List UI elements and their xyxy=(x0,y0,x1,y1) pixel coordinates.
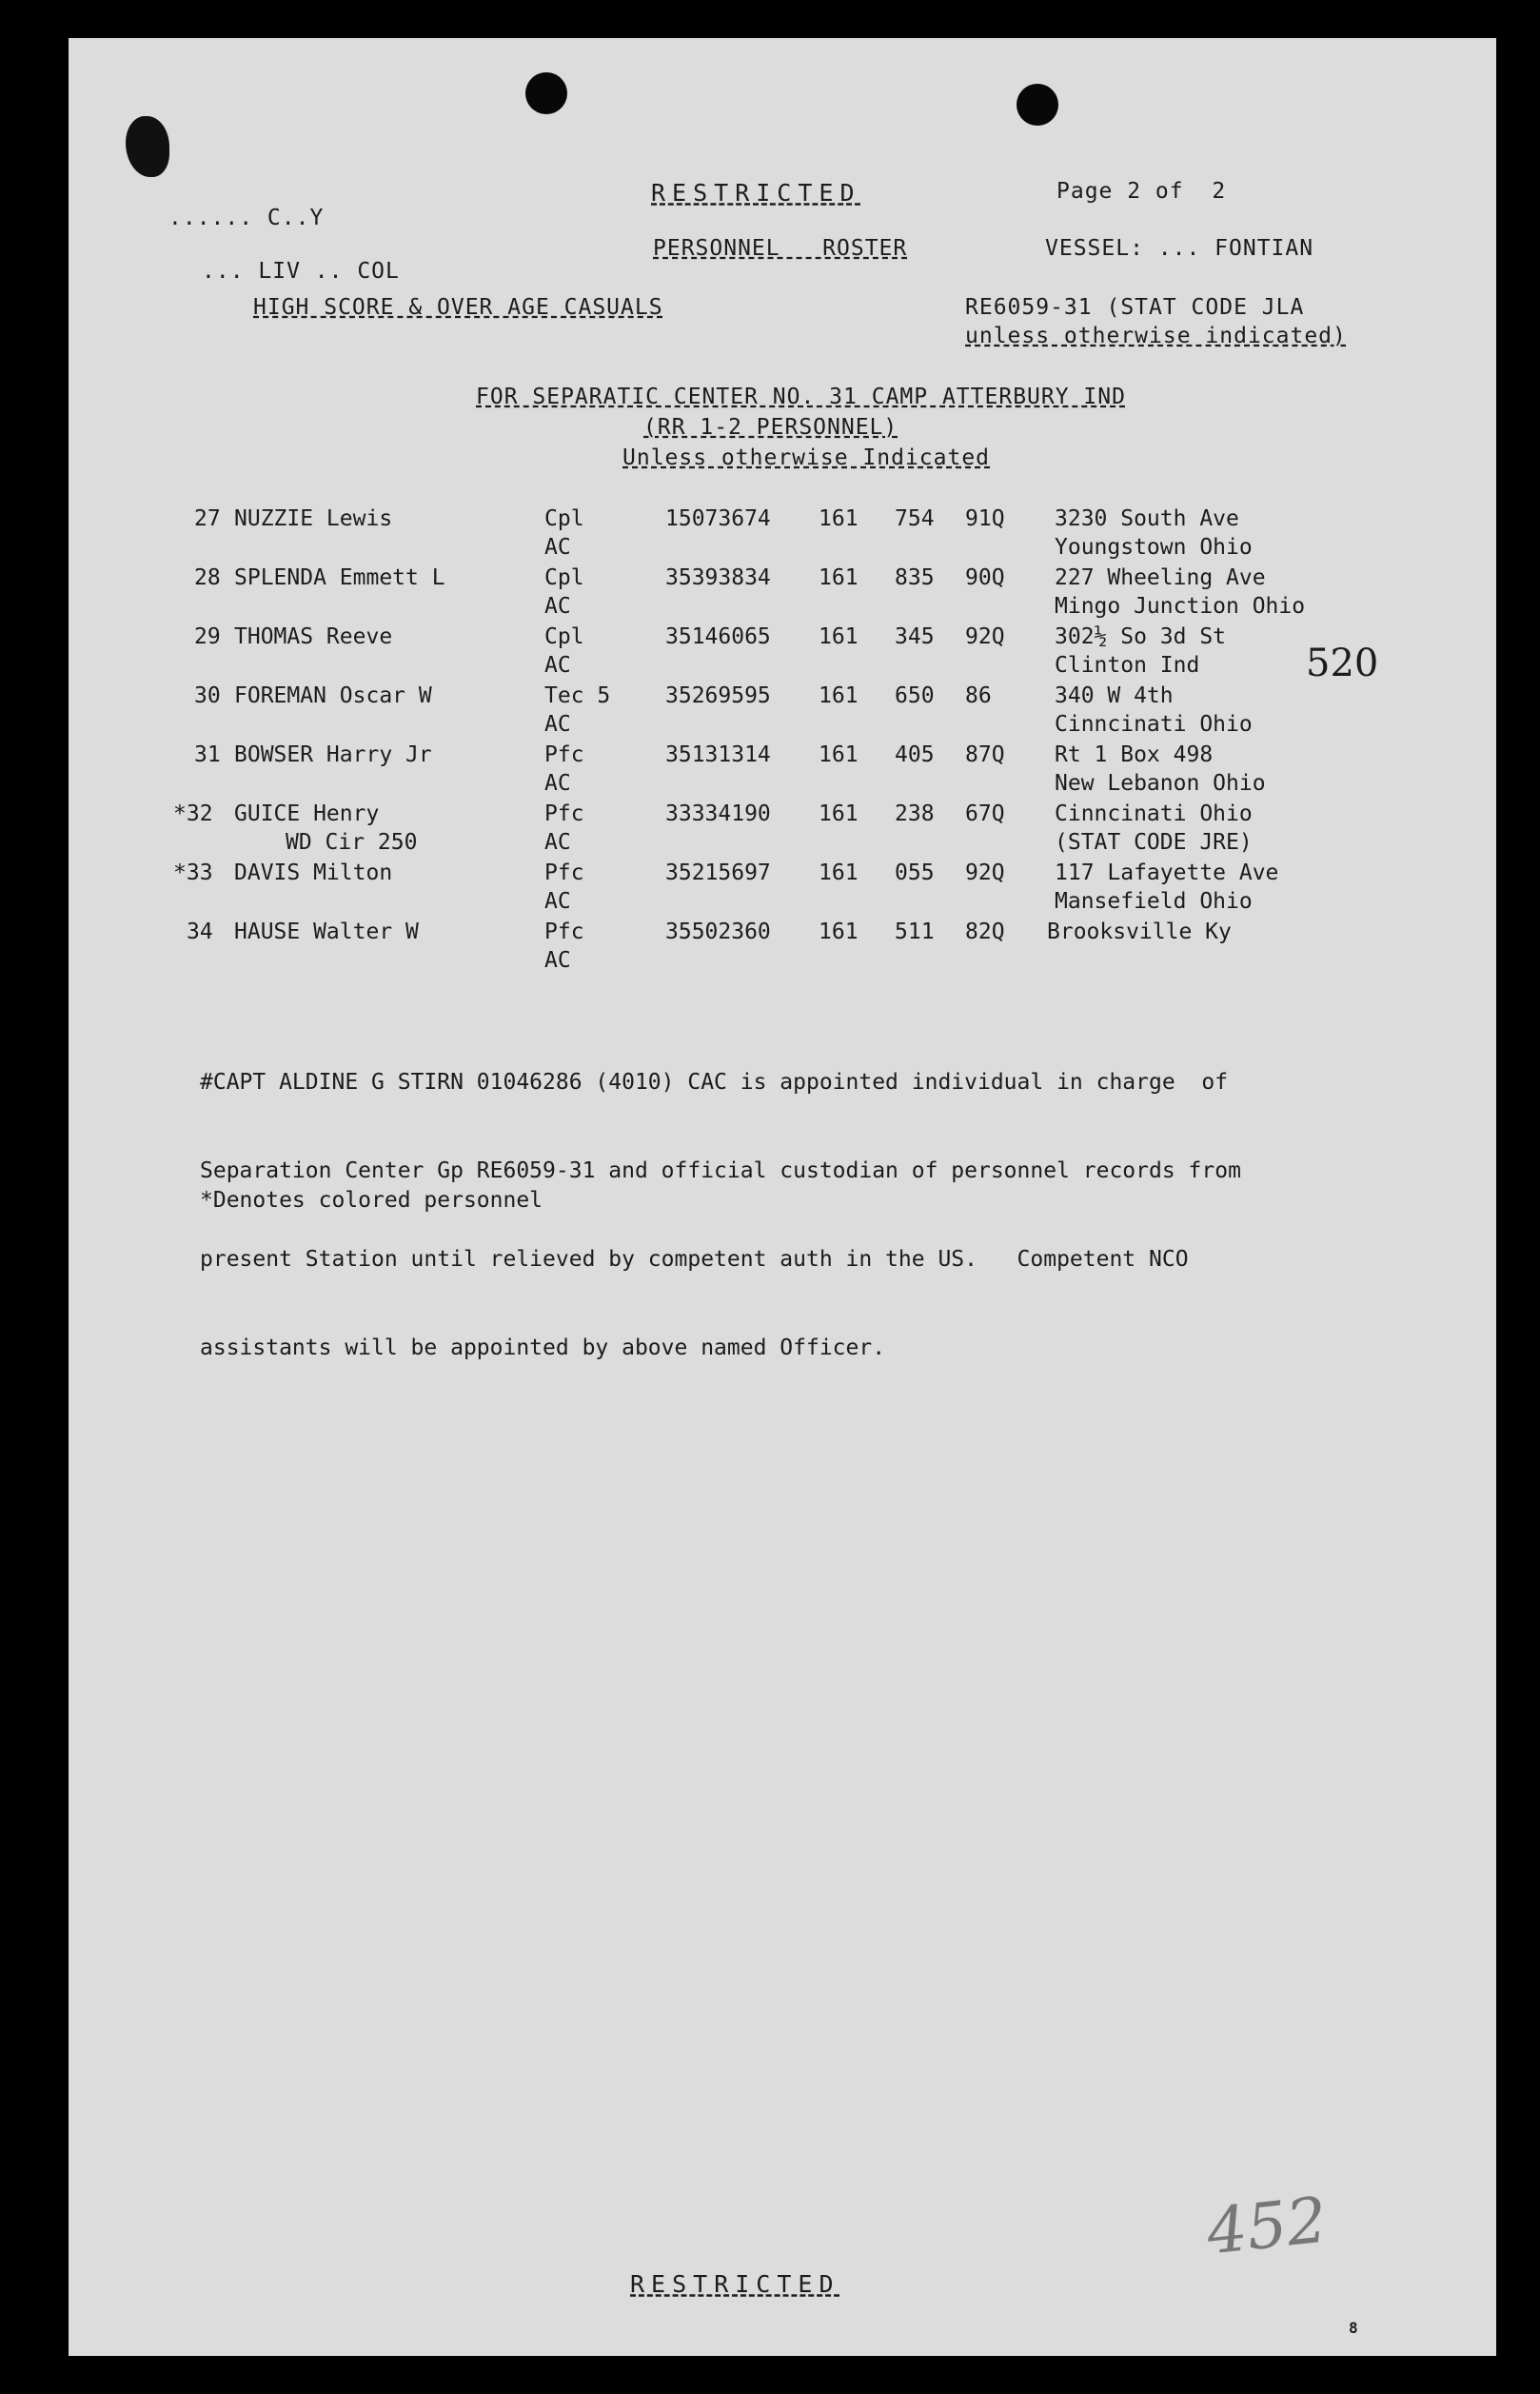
document-page xyxy=(69,38,1496,2356)
score: 92Q xyxy=(965,624,1005,649)
footnote: *Denotes colored personnel xyxy=(200,1188,543,1213)
serial-number: 33334190 xyxy=(665,801,771,826)
footer-restricted: RESTRICTED xyxy=(630,2270,840,2298)
note-line: present Station until relieved by competent auth in the US. Competent NCO xyxy=(200,1247,1189,1272)
branch: AC xyxy=(544,889,571,914)
row-number: 27 xyxy=(194,506,221,531)
code-2: 345 xyxy=(895,624,935,649)
code-1: 161 xyxy=(819,683,859,708)
header-unit-line: ... LIV .. COL xyxy=(202,259,400,284)
rank: Pfc xyxy=(544,801,584,826)
rank: Cpl xyxy=(544,506,584,531)
address-line-2: Mingo Junction Ohio xyxy=(1055,594,1306,619)
code-1: 161 xyxy=(819,801,859,826)
separation-center: FOR SEPARATIC CENTER NO. 31 CAMP ATTERBURY IND xyxy=(476,385,1126,409)
row-number: 29 xyxy=(194,624,221,649)
soldier-name: NUZZIE Lewis xyxy=(234,506,393,531)
row-number: *32 xyxy=(173,801,213,826)
corner-stain xyxy=(126,116,169,177)
address-line-2: Cinncinati Ohio xyxy=(1055,712,1253,737)
rank: Pfc xyxy=(544,742,584,767)
serial-number: 35146065 xyxy=(665,624,771,649)
soldier-name: THOMAS Reeve xyxy=(234,624,393,649)
note-line: #CAPT ALDINE G STIRN 01046286 (4010) CAC is appointed individual in charge of xyxy=(200,1070,1229,1095)
officer-appointment-note xyxy=(200,1009,1241,1422)
handwritten-number: 452 xyxy=(1203,2183,1331,2269)
code-2: 511 xyxy=(895,920,935,944)
note-line: assistants will be appointed by above named Officer. xyxy=(200,1335,886,1360)
branch: AC xyxy=(544,771,571,796)
row-number: 34 xyxy=(187,920,213,944)
note-line: Separation Center Gp RE6059-31 and official custodian of personnel records from xyxy=(200,1158,1241,1183)
serial-number: 35131314 xyxy=(665,742,771,767)
code-2: 238 xyxy=(895,801,935,826)
address-line-2: Youngstown Ohio xyxy=(1055,535,1253,560)
header-roster-title: PERSONNEL ROSTER xyxy=(653,236,908,261)
address-line-2: New Lebanon Ohio xyxy=(1055,771,1266,796)
code-2: 754 xyxy=(895,506,935,531)
branch: AC xyxy=(544,830,571,855)
address-line-2: Clinton Ind xyxy=(1055,653,1200,678)
code-2: 405 xyxy=(895,742,935,767)
score: 90Q xyxy=(965,565,1005,590)
code-1: 161 xyxy=(819,624,859,649)
score: 87Q xyxy=(965,742,1005,767)
rank: Cpl xyxy=(544,565,584,590)
code-1: 161 xyxy=(819,920,859,944)
code-2: 835 xyxy=(895,565,935,590)
branch: AC xyxy=(544,653,571,678)
address-line-1: 340 W 4th xyxy=(1055,683,1174,708)
serial-number: 15073674 xyxy=(665,506,771,531)
code-1: 161 xyxy=(819,565,859,590)
header-restricted: RESTRICTED xyxy=(651,179,861,207)
address-line-1: Cinncinati Ohio xyxy=(1055,801,1253,826)
rank: Cpl xyxy=(544,624,584,649)
branch: AC xyxy=(544,712,571,737)
score: 92Q xyxy=(965,861,1005,885)
address-line-1: Brooksville Ky xyxy=(1047,920,1232,944)
group-code-note: unless otherwise indicated) xyxy=(965,324,1347,348)
row-number: 30 xyxy=(194,683,221,708)
address-line-2: (STAT CODE JRE) xyxy=(1055,830,1253,855)
punch-hole xyxy=(525,72,567,114)
branch: AC xyxy=(544,594,571,619)
vessel-name: VESSEL: ... FONTIAN xyxy=(1045,236,1314,261)
address-line-1: Rt 1 Box 498 xyxy=(1055,742,1214,767)
soldier-name: HAUSE Walter W xyxy=(234,920,419,944)
branch: AC xyxy=(544,535,571,560)
soldier-name: SPLENDA Emmett L xyxy=(234,565,445,590)
address-line-1: 302½ So 3d St xyxy=(1055,624,1227,649)
corner-mark: 8 xyxy=(1349,2319,1358,2337)
score: 86 xyxy=(965,683,992,708)
header-unit-line: ...... C..Y xyxy=(168,206,325,230)
address-line-1: 3230 South Ave xyxy=(1055,506,1239,531)
row-number: *33 xyxy=(173,861,213,885)
address-line-1: 117 Lafayette Ave xyxy=(1055,861,1279,885)
soldier-name: BOWSER Harry Jr xyxy=(234,742,432,767)
address-line-1: 227 Wheeling Ave xyxy=(1055,565,1266,590)
stamped-number: 520 xyxy=(1306,642,1379,685)
soldier-name-note: WD Cir 250 xyxy=(286,830,418,855)
soldier-name: FOREMAN Oscar W xyxy=(234,683,432,708)
address-line-2: Mansefield Ohio xyxy=(1055,889,1253,914)
personnel-category: (RR 1-2 PERSONNEL) xyxy=(643,415,898,440)
soldier-name: DAVIS Milton xyxy=(234,861,393,885)
header-casual-type: HIGH SCORE & OVER AGE CASUALS xyxy=(253,295,663,320)
rank: Tec 5 xyxy=(544,683,611,708)
serial-number: 35269595 xyxy=(665,683,771,708)
code-1: 161 xyxy=(819,861,859,885)
soldier-name: GUICE Henry xyxy=(234,801,380,826)
score: 82Q xyxy=(965,920,1005,944)
row-number: 28 xyxy=(194,565,221,590)
page-number: Page 2 of 2 xyxy=(1056,179,1227,204)
branch: AC xyxy=(544,948,571,973)
score: 91Q xyxy=(965,506,1005,531)
code-2: 055 xyxy=(895,861,935,885)
punch-hole xyxy=(1017,84,1058,126)
code-1: 161 xyxy=(819,506,859,531)
code-2: 650 xyxy=(895,683,935,708)
serial-number: 35502360 xyxy=(665,920,771,944)
unless-indicated: Unless otherwise Indicated xyxy=(622,445,991,470)
code-1: 161 xyxy=(819,742,859,767)
rank: Pfc xyxy=(544,861,584,885)
row-number: 31 xyxy=(194,742,221,767)
score: 67Q xyxy=(965,801,1005,826)
group-code: RE6059-31 (STAT CODE JLA xyxy=(965,295,1305,320)
serial-number: 35215697 xyxy=(665,861,771,885)
serial-number: 35393834 xyxy=(665,565,771,590)
rank: Pfc xyxy=(544,920,584,944)
